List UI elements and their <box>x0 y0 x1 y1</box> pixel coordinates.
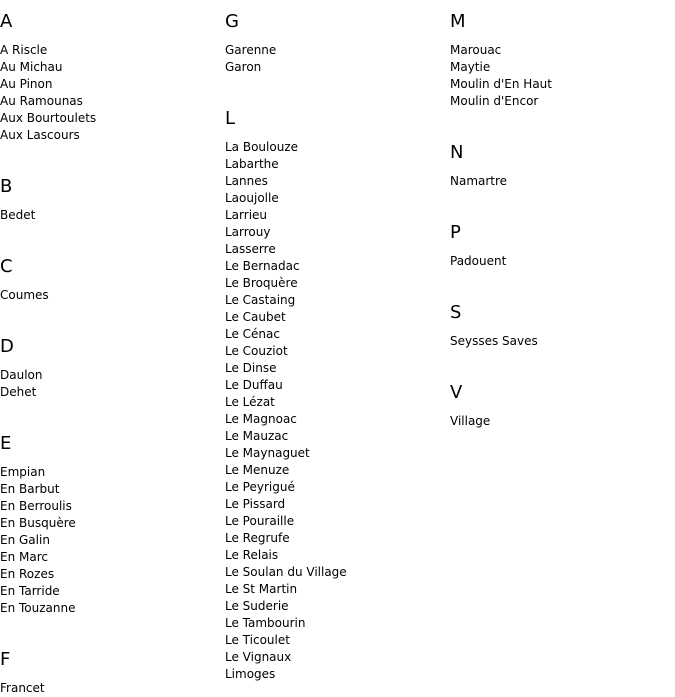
place-link[interactable]: Namartre <box>450 174 508 188</box>
letter-heading: L <box>225 108 236 129</box>
place-link[interactable]: Le Caubet <box>225 310 286 324</box>
place-link[interactable]: Lannes <box>225 174 268 188</box>
place-list <box>450 42 670 110</box>
letter-heading: V <box>450 382 463 403</box>
place-link[interactable]: Empian <box>0 465 46 479</box>
place-link[interactable]: A Riscle <box>0 43 48 57</box>
place-link[interactable]: En Rozes <box>0 567 55 581</box>
letter-heading: S <box>450 302 462 323</box>
place-list <box>450 413 670 430</box>
place-list <box>0 207 220 224</box>
place-link[interactable]: Le Peyrigué <box>225 480 295 494</box>
place-link[interactable]: En Busquère <box>0 516 76 530</box>
place-link[interactable]: Dehet <box>0 385 37 399</box>
place-link[interactable]: Le Ticoulet <box>225 633 290 647</box>
place-link[interactable]: En Tarride <box>0 584 60 598</box>
letter-group-m <box>450 0 670 110</box>
place-link[interactable]: La Boulouze <box>225 140 298 154</box>
place-link[interactable]: Aux Bourtoulets <box>0 111 97 125</box>
place-list <box>225 42 445 76</box>
place-link[interactable]: Le Vignaux <box>225 650 292 664</box>
place-list <box>0 42 220 144</box>
place-link[interactable]: Au Michau <box>0 60 63 74</box>
letter-heading: E <box>0 433 12 454</box>
letter-group-l <box>225 97 445 683</box>
place-link[interactable]: Bedet <box>0 208 36 222</box>
place-link[interactable]: Moulin d'Encor <box>450 94 539 108</box>
place-link[interactable]: Le Castaing <box>225 293 296 307</box>
place-link[interactable]: Laoujolle <box>225 191 279 205</box>
place-link[interactable]: Daulon <box>0 368 43 382</box>
place-link[interactable]: En Galin <box>0 533 50 547</box>
letter-group-c <box>0 245 220 304</box>
place-list <box>0 464 220 617</box>
place-list <box>225 139 445 683</box>
letter-heading: P <box>450 222 461 243</box>
letter-heading: M <box>450 11 466 32</box>
place-link[interactable]: Le Couziot <box>225 344 288 358</box>
letter-heading: C <box>0 256 13 277</box>
place-link[interactable]: Le Suderie <box>225 599 289 613</box>
letter-group-b <box>0 165 220 224</box>
place-link[interactable]: Le Duffau <box>225 378 283 392</box>
place-link[interactable]: Le Tambourin <box>225 616 306 630</box>
place-link[interactable]: Le Regrufe <box>225 531 290 545</box>
letter-heading: B <box>0 176 13 197</box>
place-link[interactable]: Francet <box>0 681 45 695</box>
place-link[interactable]: En Berroulis <box>0 499 72 513</box>
letter-heading: F <box>0 649 11 670</box>
place-link[interactable]: Le Mauzac <box>225 429 289 443</box>
place-link[interactable]: Limoges <box>225 667 276 681</box>
place-link[interactable]: Le Cénac <box>225 327 280 341</box>
place-link[interactable]: Coumes <box>0 288 49 302</box>
letter-group-g <box>225 0 445 76</box>
place-list <box>450 333 670 350</box>
letter-group-d <box>0 325 220 401</box>
index-column-1 <box>0 0 220 697</box>
index-column-2 <box>225 0 445 683</box>
place-link[interactable]: Le Pissard <box>225 497 286 511</box>
place-link[interactable]: Marouac <box>450 43 502 57</box>
letter-heading: N <box>450 142 464 163</box>
place-list <box>450 253 670 270</box>
place-link[interactable]: Le Menuze <box>225 463 290 477</box>
letter-group-f <box>0 638 220 697</box>
place-link[interactable]: Garenne <box>225 43 277 57</box>
place-link[interactable]: Le Bernadac <box>225 259 300 273</box>
place-link[interactable]: Le Soulan du Village <box>225 565 347 579</box>
letter-group-v <box>450 371 670 430</box>
place-link[interactable]: Garon <box>225 60 262 74</box>
place-link[interactable]: Larrouy <box>225 225 271 239</box>
place-link[interactable]: Lasserre <box>225 242 276 256</box>
place-link[interactable]: Padouent <box>450 254 507 268</box>
place-link[interactable]: Au Pinon <box>0 77 53 91</box>
place-link[interactable]: Larrieu <box>225 208 268 222</box>
letter-heading: D <box>0 336 14 357</box>
place-link[interactable]: Moulin d'En Haut <box>450 77 552 91</box>
place-list <box>0 367 220 401</box>
place-list <box>450 173 670 190</box>
place-link[interactable]: Le Relais <box>225 548 279 562</box>
letter-group-n <box>450 131 670 190</box>
place-link[interactable]: Le Dinse <box>225 361 277 375</box>
letter-group-p <box>450 211 670 270</box>
place-list <box>0 287 220 304</box>
letter-group-e <box>0 422 220 617</box>
place-link[interactable]: Village <box>450 414 491 428</box>
place-link[interactable]: Au Ramounas <box>0 94 83 108</box>
letter-heading: G <box>225 11 239 32</box>
place-link[interactable]: Le Broquère <box>225 276 298 290</box>
letter-heading: A <box>0 11 13 32</box>
place-link[interactable]: Maytie <box>450 60 491 74</box>
place-link[interactable]: Le Lézat <box>225 395 275 409</box>
place-link[interactable]: En Touzanne <box>0 601 76 615</box>
letter-group-s <box>450 291 670 350</box>
place-list <box>0 680 220 697</box>
place-link[interactable]: En Marc <box>0 550 48 564</box>
place-link[interactable]: En Barbut <box>0 482 60 496</box>
letter-group-a <box>0 0 220 144</box>
place-link[interactable]: Le Maynaguet <box>225 446 310 460</box>
place-link[interactable]: Seysses Saves <box>450 334 538 348</box>
place-link[interactable]: Labarthe <box>225 157 279 171</box>
place-link[interactable]: Le Magnoac <box>225 412 297 426</box>
place-link[interactable]: Aux Lascours <box>0 128 80 142</box>
place-link[interactable]: Le St Martin <box>225 582 298 596</box>
index-column-3 <box>450 0 670 430</box>
place-link[interactable]: Le Pouraille <box>225 514 295 528</box>
